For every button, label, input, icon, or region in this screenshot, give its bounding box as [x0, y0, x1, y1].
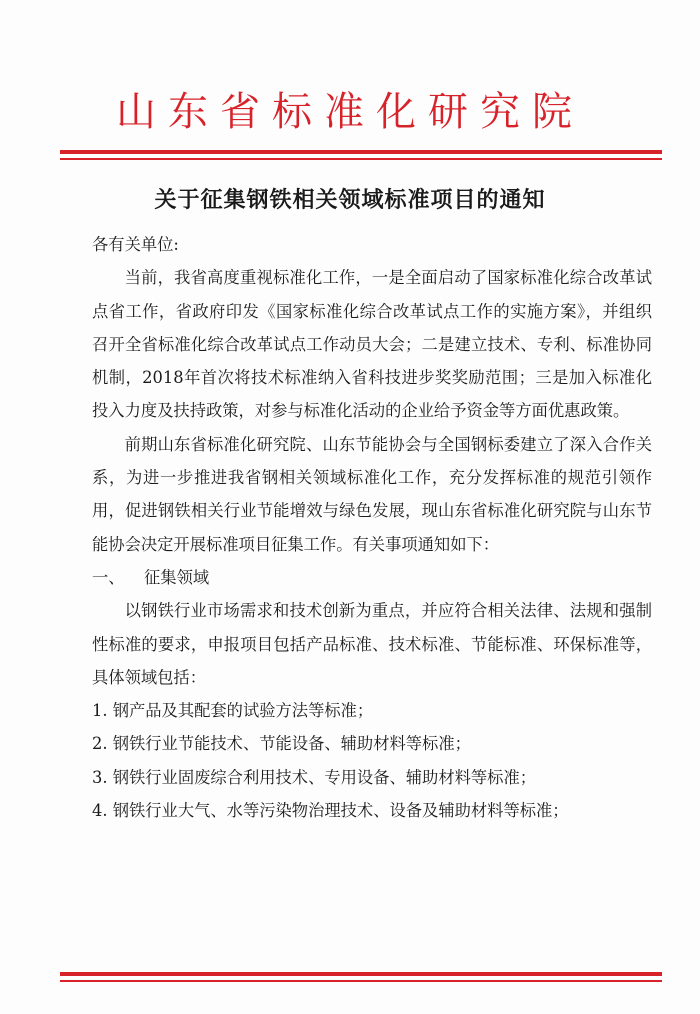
footer-rule-thick	[60, 972, 662, 976]
section-number: 一、	[92, 567, 125, 587]
salutation: 各有关单位:	[92, 235, 179, 254]
list-item	[92, 694, 652, 727]
list-item	[92, 727, 652, 760]
section-heading	[92, 561, 652, 594]
notice-body	[92, 228, 652, 827]
list-item-text: 3. 钢铁行业固废综合利用技术、专用设备、辅助材料等标准；	[92, 767, 537, 787]
list-item-text: 1. 钢产品及其配套的试验方法等标准；	[92, 701, 374, 721]
letterhead-rule-thick	[60, 150, 662, 154]
section-heading-text: 征集领域	[144, 567, 210, 587]
paragraph-2: 前期山东省标准化研究院、山东节能协会与全国钢标委建立了深入合作关系，为进一步推进我省钢相关领域标准化工作，充分发挥标准的规范引领作用，促进钢铁相关行业节能增效与绿色发展，现山东省标准化研究院与山东节能协会决定开展标准项目征集工作。有关事项通知如下：	[92, 434, 652, 554]
list-item	[92, 761, 652, 794]
letterhead-rule-thin	[60, 158, 662, 160]
list-item-text: 2. 钢铁行业节能技术、节能设备、辅助材料等标准；	[92, 734, 471, 754]
footer-rule-thin	[60, 980, 662, 982]
list-item-text: 4. 钢铁行业大气、水等污染物治理技术、设备及辅助材料等标准；	[92, 801, 569, 821]
paragraph-1: 当前，我省高度重视标准化工作，一是全面启动了国家标准化综合改革试点省工作，省政府印发《国家标准化综合改革试点工作的实施方案》，并组织召开全省标准化综合改革试点工作动员大会；二是建立技术、专利、标准协同机制，2018年首次将技术标准纳入省科技进步奖奖励范围；三是加入标准化投入力度及扶持政策，对参与标准化活动的企业给予资金等方面优惠政策。	[92, 268, 652, 421]
section-intro: 以钢铁行业市场需求和技术创新为重点，并应符合相关法律、法规和强制性标准的要求，申报项目包括产品标准、技术标准、节能标准、环保标准等，具体领域包括：	[92, 601, 652, 687]
notice-title: 关于征集钢铁相关领域标准项目的通知	[154, 187, 546, 213]
letterhead-org-name: 山东省标准化研究院	[116, 89, 584, 135]
list-item	[92, 794, 652, 827]
